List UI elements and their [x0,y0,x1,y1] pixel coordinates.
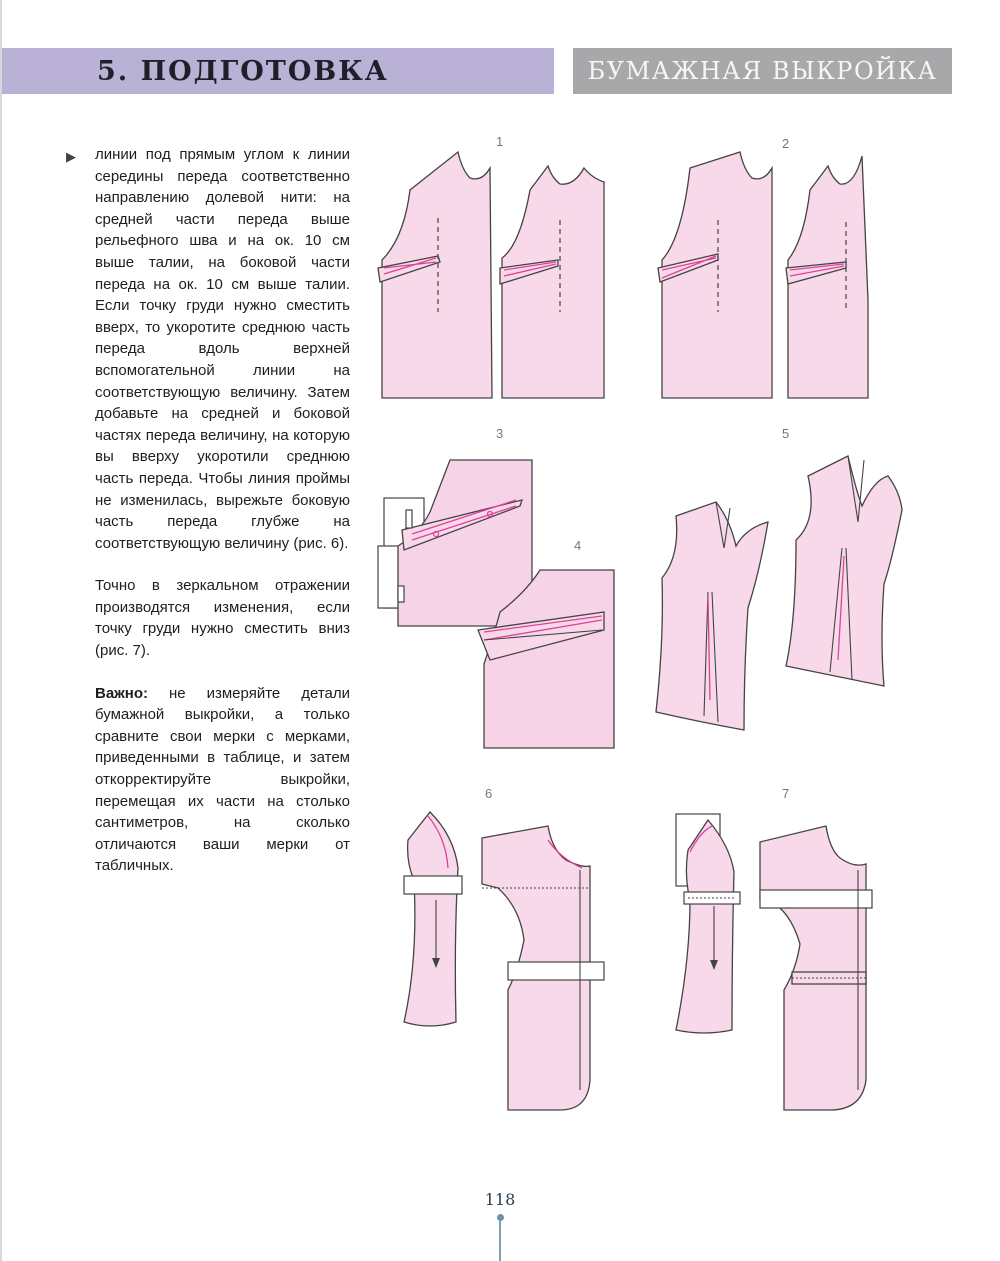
paragraph-2: Точно в зеркальном отражении производятся изменения, если точку груди нужно сместить вниз (рис. 7). [95,577,350,660]
figure-6-number: 6 [485,786,493,801]
figure-5 [656,456,902,730]
figure-2-number: 2 [782,136,790,151]
figure-7-number: 7 [782,786,790,801]
paragraph-1: линии под прямым углом к линии середины переда соответственно направлению долевой нити: на средней части переда выше рельефного шва и на ок. 10 см выше талии, на боковой части переда на ок. 10 см выше талии. Если точку груди нужно сместить вверх, то укоротите среднюю часть переда вдоль верхней вспомогательной линии на соответствующую величину. Затем добавьте на средней и боковой частях переда величину, на которую вы вверху укоротили среднюю часть переда. Чтобы линия проймы не изменилась, вырежьте боковую часть переда глубже на соответствующую величину (рис. 6). [95,146,350,552]
figure-1 [378,152,604,398]
page-marker-line [499,1221,501,1261]
page-marker-dot [497,1214,504,1221]
figure-6 [404,812,604,1110]
important-text: не измеряйте детали бумажной выкройки, а только сравните свои мерки с мерками, приведенными в таблице, и затем откорректируйте выкройки, перемещая их части на столько сантиметров, на сколько отличаются ваши мерки от табличных. [95,684,350,875]
important-label: Важно: [95,684,149,702]
section-title: БУМАЖНАЯ ВЫКРОЙКА [587,57,938,85]
figure-5-number: 5 [782,426,790,441]
figure-3 [378,460,532,626]
figure-4-number: 4 [574,538,582,553]
figure-2 [658,152,868,398]
continuation-arrow-icon: ▶ [66,149,76,164]
figure-3-number: 3 [496,426,504,441]
chapter-title: 5. ПОДГОТОВКА [97,55,389,87]
figure-7 [676,814,872,1110]
page-number: 118 [484,1190,516,1209]
figure-1-number: 1 [496,134,504,149]
